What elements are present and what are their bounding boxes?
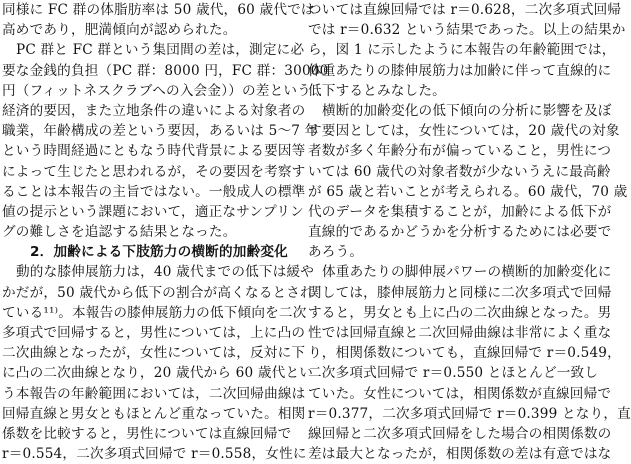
text-line: 係数を比較すると，男性については直線回帰で xyxy=(2,425,292,442)
text-line: り，相関係数についても，直線回帰で r＝0.549， xyxy=(308,345,621,362)
text-line: いては 60 歳代の対象者数が少ないうえに最高齢 xyxy=(308,163,611,180)
text-line: す要因としては，女性については，20 歳代の対象 xyxy=(308,123,620,140)
text-line: 円（フィットネスクラブへの入会金））の差という xyxy=(2,82,311,99)
text-line: かだが，50 歳代から低下の割合が高くなるとされ xyxy=(2,284,314,301)
text-line: では r＝0.632 という結果であった。以上の結果か xyxy=(308,22,626,39)
text-line: 線回帰と二次多項式回帰をした場合の相関係数の xyxy=(308,425,612,442)
text-line: 値の提示という課題において，適正なサンプリン xyxy=(2,203,304,220)
text-line: う本報告の年齢範囲においては，二次回帰曲線は xyxy=(2,385,306,402)
text-line: 差は最大となったが，相関係数の差は有意ではな xyxy=(308,446,612,463)
text-line: 者数が多く年齢分布が偏っていること，男性につ xyxy=(308,143,612,160)
text-line: 二次多項式回帰で r＝0.550 とほとんど一致し xyxy=(308,365,599,382)
paragraph-start-line: 動的な膝伸展筋力は，40 歳代までの低下は緩や xyxy=(16,264,315,281)
left-column xyxy=(2,0,329,464)
text-line: 高めであり，肥満傾向が認められた。 xyxy=(2,22,237,39)
text-line: r＝0.377，二次多項式回帰で r＝0.399 となり，直 xyxy=(308,405,631,422)
text-line: 要な金銭的負担（PC 群：8000 円，FC 群：30000 xyxy=(2,62,329,79)
text-line: という時間経過にともなう時代背景による要因等 xyxy=(2,143,306,160)
text-line: ていた。女性については，相関係数が直線回帰で xyxy=(308,385,612,402)
text-line: 同様に FC 群の体脂肪率は 50 歳代，60 歳代では xyxy=(2,2,315,18)
text-line: 職業，年齢構成の差という要因，あるいは 5〜7 年 xyxy=(2,123,319,140)
right-column xyxy=(308,0,631,464)
text-line: ることは本報告の主旨ではない。一般成人の標準 xyxy=(2,183,306,200)
section-heading: 2．加齢による下肢筋力の横断的加齢変化 xyxy=(30,244,288,261)
text-line: が 65 歳と若いことが考えられる。60 歳代，70 歳 xyxy=(308,183,628,200)
text-line: によって生じたと思われるが，その要因を考察す xyxy=(2,163,306,180)
paragraph-start-line: 横断的加齢変化の低下傾向の分析に影響を及ぼ xyxy=(322,102,612,119)
text-line: 低下するとみなした。 xyxy=(308,82,446,99)
text-line: 直線的であるかどうかを分析するためには必要で xyxy=(308,224,612,241)
text-line: すると，男女とも上に凸の二次曲線となった。男 xyxy=(308,304,612,321)
text-line: ている¹¹⁾。本報告の膝伸展筋力の低下傾向を二次 xyxy=(2,304,307,321)
text-line: 多項式で回帰すると，男性については，上に凸の xyxy=(2,325,306,341)
paragraph-start-line: PC 群と FC 群という集団間の差は，測定に必 xyxy=(16,42,305,59)
text-line: 代のデータを集積することが，加齢による低下が xyxy=(308,203,612,220)
text-line: ついては直線回帰では r＝0.628，二次多項式回帰 xyxy=(308,2,622,18)
text-line: 関しては，膝伸展筋力と同様に二次多項式で回帰 xyxy=(308,284,612,301)
text-line: 性では回帰直線と二次回帰曲線は非常によく重な xyxy=(308,325,612,341)
text-line: 経済的要因，また立地条件の違いによる対象者の xyxy=(2,102,306,119)
text-line: 二次曲線となったが，女性については，反対に下 xyxy=(2,345,306,362)
text-line: 体重あたりの膝伸展筋力は加齢に伴って直線的に xyxy=(308,62,612,79)
text-line: ら，図 1 に示したように本報告の年齢範囲では， xyxy=(308,42,616,59)
text-line: グの難しさを追認する結果となった。 xyxy=(2,224,237,241)
paragraph-start-line: 体重あたりの脚伸展パワーの横断的加齢変化に xyxy=(322,264,612,281)
text-line: に凸の二次曲線となり，20 歳代から 60 歳代とい xyxy=(2,365,314,382)
text-line: r＝0.554，二次多項式回帰で r＝0.558，女性に xyxy=(2,446,307,463)
text-line: 回帰直線と男女ともほとんど重なっていた。相関 xyxy=(2,405,306,422)
text-line: あろう。 xyxy=(308,244,364,261)
